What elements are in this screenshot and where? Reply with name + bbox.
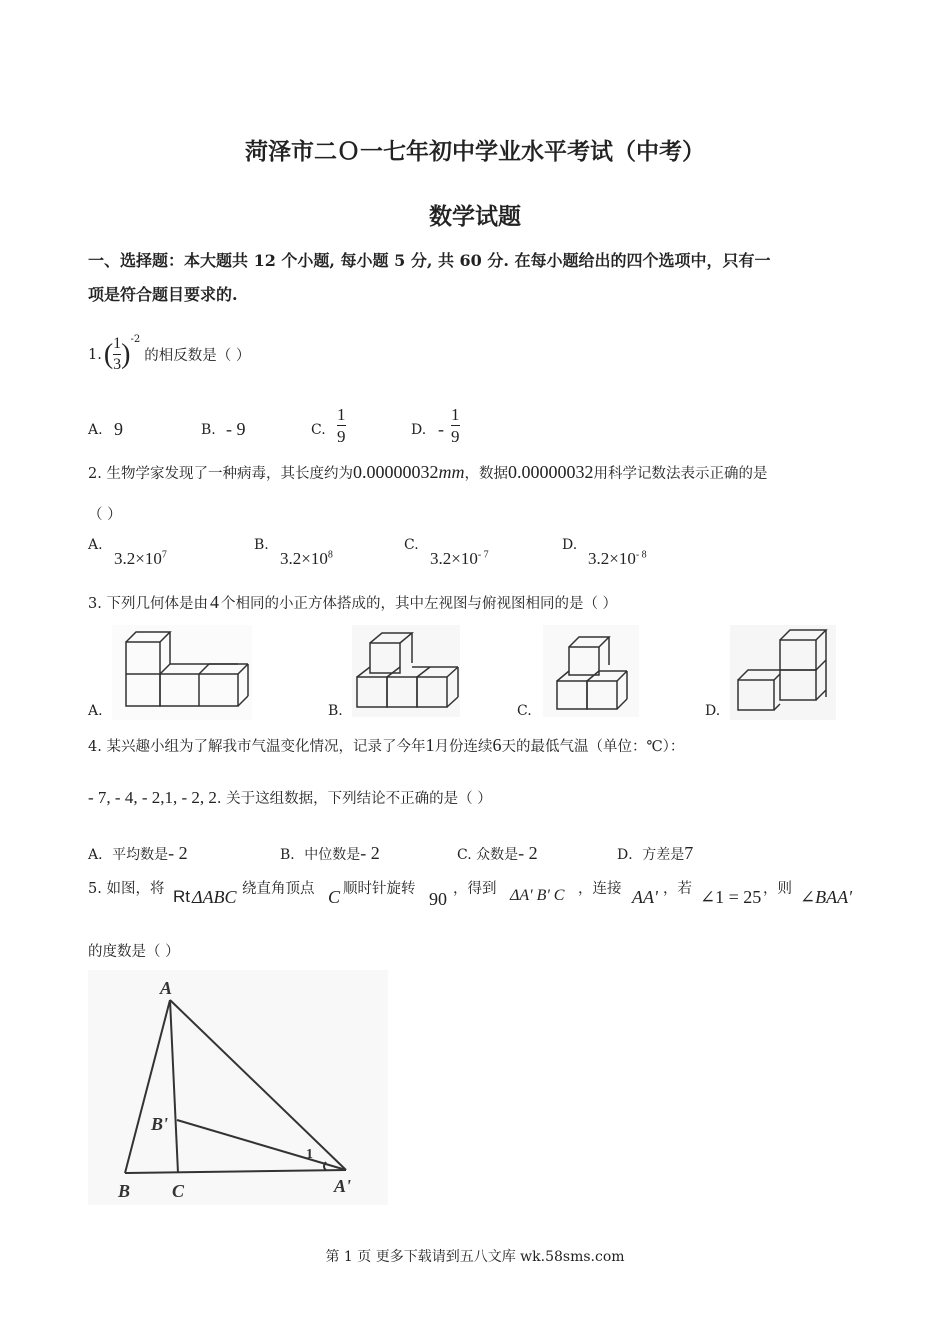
q4-options <box>88 843 828 867</box>
question-5 <box>88 877 863 911</box>
q1-option-b: - 9 <box>226 419 246 439</box>
q2-option-c-exp: - 7 <box>477 549 489 561</box>
q3-count: 4 <box>209 592 219 612</box>
q5-text1: 5. 如图，将 <box>88 881 165 897</box>
q2-value2: 0.00000032 <box>507 462 594 482</box>
q2-value: 0.00000032 <box>352 462 439 482</box>
q3-figure-d <box>730 625 836 720</box>
q4-option-b-value: - 2 <box>360 843 380 863</box>
q2-option-d-label: D. <box>562 537 578 553</box>
q1-option-d-sign: - <box>438 419 444 439</box>
q3-figure-c <box>543 625 639 717</box>
q1-option-d-label: D. <box>411 422 427 438</box>
label-a-prime: A' <box>334 1176 352 1196</box>
question-2 <box>88 462 767 483</box>
q2-text1: 2. 生物学家发现了一种病毒，其长度约为 <box>88 466 353 482</box>
q4-option-b-text: B．中位数是 <box>280 847 361 863</box>
question-4 <box>88 735 684 756</box>
label-b-prime: B' <box>151 1114 169 1134</box>
q5-text7: ，则 <box>763 881 792 897</box>
q4-option-c-text: C. 众数是 <box>457 847 519 863</box>
q4-text2: 月份连续 <box>434 739 493 755</box>
q4-text4: . 关于这组数据，下列结论不正确的是（ ） <box>216 791 492 807</box>
q2-option-a-exp: 7 <box>161 549 167 561</box>
q4-option-c-value: - 2 <box>518 843 538 863</box>
q2-option-c-label: C. <box>404 537 419 553</box>
q1-fraction <box>113 336 121 373</box>
q3-text2: 个相同的小正方体搭成的，其中左视图与俯视图相同的是（ ） <box>220 596 618 612</box>
q3-option-d-label: D. <box>705 703 721 719</box>
q1-option-c-label: C. <box>311 422 326 438</box>
label-angle-1: 1 <box>306 1147 313 1162</box>
q4-option-a-text: A．平均数是 <box>88 847 169 863</box>
q5-condition: ∠1 = 25 <box>700 887 762 907</box>
q5-text4: ，得到 <box>453 881 497 897</box>
q5-text3: 顺时针旋转 <box>343 881 416 897</box>
q1-options <box>88 406 588 454</box>
q1-frac-den: 3 <box>113 356 122 373</box>
q5-triangle2: ΔA' B' C <box>510 887 565 904</box>
q3-option-b-label: B. <box>328 703 343 719</box>
q2-option-b <box>280 549 333 569</box>
page-subtitle: 数学试题 <box>429 203 521 230</box>
q5-vertex: C <box>328 887 341 907</box>
q5-text6: ，若 <box>663 881 692 897</box>
q5-target: ∠BAA' <box>800 887 852 907</box>
section-heading <box>88 244 878 312</box>
q2-option-d-exp: - 8 <box>635 549 647 561</box>
q1-option-d-num: 1 <box>451 405 460 424</box>
q2-option-c <box>430 549 489 569</box>
q2-option-d <box>588 549 647 569</box>
q1-option-d <box>451 406 460 445</box>
section-heading-line1: 一、选择题：本大题共 12 个小题, 每小题 5 分, 共 60 分. 在每小题给出的四个选项中，只有一 <box>88 251 771 270</box>
q1-option-a-label: A. <box>88 422 103 438</box>
q2-unit: mm <box>438 462 465 482</box>
page-title: 菏泽市二Ｏ一七年初中学业水平考试（中考） <box>245 138 705 165</box>
label-a: A <box>160 978 173 998</box>
q5-triangle-figure <box>88 970 388 1205</box>
q5-text5: ，连接 <box>578 881 622 897</box>
q4-option-a-value: - 2 <box>168 843 188 863</box>
q5-triangle: ΔABC <box>192 887 237 907</box>
q2-option-c-base: 3.2×10 <box>430 549 478 568</box>
q4-option-a <box>88 843 188 864</box>
q2-option-a <box>114 549 167 569</box>
q1-option-c <box>337 406 346 445</box>
q2-option-b-base: 3.2×10 <box>280 549 328 568</box>
q1-text: 的相反数是（ ） <box>144 348 251 364</box>
q1-option-d-den: 9 <box>451 427 460 446</box>
q4-month: 1 <box>425 735 435 755</box>
q2-options <box>88 537 708 573</box>
left-paren: ( <box>103 338 114 370</box>
q4-option-d <box>617 843 693 864</box>
q4-option-b <box>280 843 380 864</box>
question-1 <box>88 336 250 373</box>
q4-text1: 4. 某兴趣小组为了解我市气温变化情况，记录了今年 <box>88 739 426 755</box>
label-b: B <box>118 1181 131 1201</box>
question-3 <box>88 592 617 613</box>
q3-text1: 3. 下列几何体是由 <box>88 596 208 612</box>
q2-option-b-label: B. <box>254 537 269 553</box>
q1-exponent: -2 <box>130 334 141 345</box>
q2-text3: 用科学记数法表示正确的是 <box>593 466 768 482</box>
q1-option-c-num: 1 <box>337 405 346 424</box>
q1-option-c-den: 9 <box>337 427 346 446</box>
q1-option-b-label: B. <box>201 422 216 438</box>
q2-option-b-exp: 8 <box>327 549 333 561</box>
q4-text3: 天的最低气温（单位：℃）： <box>501 739 685 755</box>
q4-option-c <box>457 843 538 864</box>
q3-option-c-label: C. <box>517 703 532 719</box>
q4-data: - 7, - 4, - 2,1, - 2, 2 <box>88 788 217 807</box>
q1-frac-num: 1 <box>113 335 122 352</box>
q3-option-a-label: A. <box>88 703 103 719</box>
q5-text8: 的度数是（ ） <box>88 944 180 960</box>
q1-number: 1. <box>88 346 102 363</box>
q5-text2: 绕直角顶点 <box>242 881 315 897</box>
section-heading-line2: 项是符合题目要求的. <box>88 285 238 304</box>
q3-figure-b <box>352 625 460 717</box>
q3-figure-a <box>112 625 252 720</box>
q4-option-d-text: D．方差是 <box>617 847 685 863</box>
q5-rt: Rt <box>173 887 190 906</box>
q2-option-a-label: A. <box>88 537 103 553</box>
q4-data-line <box>88 787 492 808</box>
q2-text2: ，数据 <box>464 466 508 482</box>
right-paren: ) <box>121 338 131 370</box>
page-footer: 第 1 页 更多下载请到五八文库 wk.58sms.com <box>325 1249 625 1265</box>
q4-days: 6 <box>492 735 502 755</box>
q1-option-a: 9 <box>114 419 123 439</box>
q2-option-a-base: 3.2×10 <box>114 549 162 568</box>
q2-option-d-base: 3.2×10 <box>588 549 636 568</box>
q2-paren: （ ） <box>88 507 122 523</box>
q4-option-d-value: 7 <box>684 843 694 863</box>
q5-angle: 90 <box>429 889 447 909</box>
q5-segment: AA' <box>632 887 658 907</box>
label-c: C <box>172 1181 185 1201</box>
